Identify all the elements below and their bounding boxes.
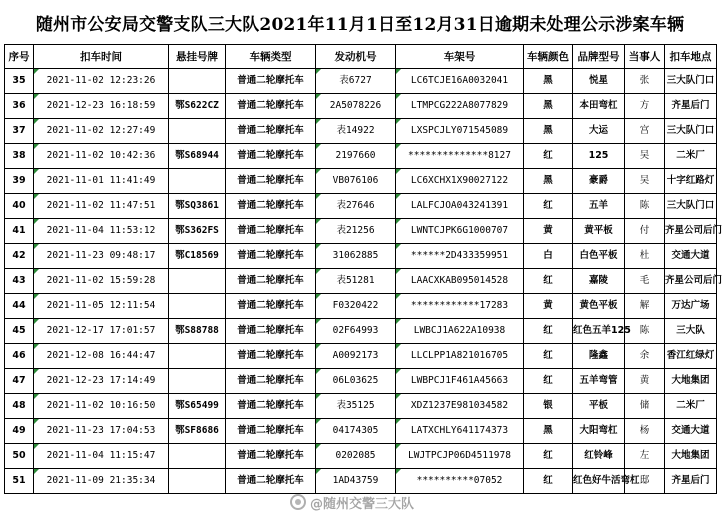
cell-vehicle-type: 普通二轮摩托车: [226, 69, 316, 94]
cell-frame-no: LWBCJ1A622A10938: [396, 319, 524, 344]
cell-plate: 鄂C18569: [169, 244, 226, 269]
page-title: 随州市公安局交警支队三大队2021年11月1日至12月31日逾期未处理公示涉案车辆: [35, 14, 685, 35]
table-row: [5, 219, 717, 244]
cell-frame-no: ************17283: [396, 294, 524, 319]
cell-engine-no: 1AD43759: [316, 469, 396, 494]
cell-index: 44: [5, 294, 34, 319]
cell-color: 红: [524, 144, 573, 169]
cell-location: 齐星公司后门: [665, 219, 717, 244]
cell-vehicle-type: 普通二轮摩托车: [226, 444, 316, 469]
col-header-color: 车辆颜色: [524, 45, 573, 69]
cell-index: 50: [5, 444, 34, 469]
cell-color: 黄: [524, 294, 573, 319]
cell-engine-no: 表6727: [316, 69, 396, 94]
cell-brand: 隆鑫: [573, 344, 625, 369]
cell-brand: 红铃峰: [573, 444, 625, 469]
cell-party: 陈: [625, 319, 665, 344]
cell-brand: 125: [573, 144, 625, 169]
cell-vehicle-type: 普通二轮摩托车: [226, 244, 316, 269]
cell-plate: 鄂S68944: [169, 144, 226, 169]
cell-frame-no: LXSPCJLY071545089: [396, 119, 524, 144]
cell-index: 42: [5, 244, 34, 269]
cell-index: 51: [5, 469, 34, 494]
cell-index: 40: [5, 194, 34, 219]
cell-frame-no: LTMPCG222A8077829: [396, 94, 524, 119]
table-row: [5, 369, 717, 394]
cell-frame-no: **************8127: [396, 144, 524, 169]
watermark-text: @随州交警三大队: [310, 496, 415, 512]
watermark: [290, 491, 414, 513]
cell-engine-no: 31062885: [316, 244, 396, 269]
cell-vehicle-type: 普通二轮摩托车: [226, 169, 316, 194]
cell-brand: 黄平板: [573, 219, 625, 244]
cell-engine-no: 表27646: [316, 194, 396, 219]
cell-engine-no: 06L03625: [316, 369, 396, 394]
cell-plate: [169, 344, 226, 369]
cell-color: 黄: [524, 219, 573, 244]
cell-location: 十字红路灯: [665, 169, 717, 194]
cell-party: 付: [625, 219, 665, 244]
cell-seize-time: 2021-11-09 21:35:34: [34, 469, 169, 494]
cell-color: 红: [524, 194, 573, 219]
cell-seize-time: 2021-11-02 12:27:49: [34, 119, 169, 144]
cell-frame-no: LLCLPP1A821016705: [396, 344, 524, 369]
cell-color: 黑: [524, 94, 573, 119]
cell-seize-time: 2021-11-02 12:23:26: [34, 69, 169, 94]
table-row: [5, 469, 717, 494]
cell-plate: [169, 269, 226, 294]
cell-seize-time: 2021-11-04 11:53:12: [34, 219, 169, 244]
cell-frame-no: LWJTPCJP06D4511978: [396, 444, 524, 469]
cell-party: 左: [625, 444, 665, 469]
cell-index: 46: [5, 344, 34, 369]
cell-color: 红: [524, 444, 573, 469]
cell-party: 储: [625, 394, 665, 419]
cell-frame-no: LATXCHLY641174373: [396, 419, 524, 444]
cell-vehicle-type: 普通二轮摩托车: [226, 144, 316, 169]
col-header-plate: 悬挂号牌: [169, 45, 226, 69]
table-row: [5, 144, 717, 169]
cell-brand: 白色平板: [573, 244, 625, 269]
cell-location: 三大队门口: [665, 69, 717, 94]
cell-frame-no: ******2D433359951: [396, 244, 524, 269]
cell-brand: 大运: [573, 119, 625, 144]
cell-seize-time: 2021-11-02 15:59:28: [34, 269, 169, 294]
cell-plate: [169, 69, 226, 94]
col-header-location: 扣车地点: [665, 45, 717, 69]
cell-seize-time: 2021-12-17 17:01:57: [34, 319, 169, 344]
col-header-engine-no: 发动机号: [316, 45, 396, 69]
cell-seize-time: 2021-12-23 17:14:49: [34, 369, 169, 394]
cell-color: 红: [524, 319, 573, 344]
table-row: [5, 69, 717, 94]
cell-seize-time: 2021-11-02 10:42:36: [34, 144, 169, 169]
cell-party: 陈: [625, 194, 665, 219]
col-header-index: 序号: [5, 45, 34, 69]
cell-color: 白: [524, 244, 573, 269]
cell-seize-time: 2021-11-23 09:48:17: [34, 244, 169, 269]
cell-location: 二米厂: [665, 144, 717, 169]
cell-seize-time: 2021-12-23 16:18:59: [34, 94, 169, 119]
cell-plate: 鄂S88788: [169, 319, 226, 344]
cell-location: 大地集团: [665, 369, 717, 394]
cell-color: 红: [524, 469, 573, 494]
cell-engine-no: 2A5078226: [316, 94, 396, 119]
cell-plate: [169, 469, 226, 494]
cell-brand: 本田弯杠: [573, 94, 625, 119]
cell-engine-no: 表21256: [316, 219, 396, 244]
cell-frame-no: LWBPCJ1F461A45663: [396, 369, 524, 394]
cell-brand: 悦星: [573, 69, 625, 94]
cell-party: 宫: [625, 119, 665, 144]
cell-plate: 鄂SQ3861: [169, 194, 226, 219]
cell-location: 香江红绿灯: [665, 344, 717, 369]
cell-index: 39: [5, 169, 34, 194]
header-row: [5, 45, 717, 69]
col-header-brand: 品牌型号: [573, 45, 625, 69]
cell-vehicle-type: 普通二轮摩托车: [226, 94, 316, 119]
cell-brand: 豪爵: [573, 169, 625, 194]
cell-engine-no: 表51281: [316, 269, 396, 294]
table-row: [5, 119, 717, 144]
table-body: [5, 69, 722, 494]
cell-frame-no: **********07052: [396, 469, 524, 494]
cell-color: 黑: [524, 169, 573, 194]
table-row: [5, 294, 717, 319]
cell-location: 交通大道: [665, 419, 717, 444]
table-row: [5, 319, 717, 344]
cell-engine-no: 04174305: [316, 419, 396, 444]
cell-location: 齐星后门: [665, 469, 717, 494]
table-row: [5, 94, 717, 119]
cell-plate: [169, 119, 226, 144]
cell-party: 杨: [625, 419, 665, 444]
cell-plate: 鄂S65499: [169, 394, 226, 419]
cell-engine-no: 02F64993: [316, 319, 396, 344]
cell-location: 三大队: [665, 319, 717, 344]
cell-color: 红: [524, 344, 573, 369]
cell-plate: [169, 369, 226, 394]
table-row: [5, 244, 717, 269]
table-row: [5, 194, 717, 219]
cell-color: 银: [524, 394, 573, 419]
cell-brand: 平板: [573, 394, 625, 419]
cell-party: 毛: [625, 269, 665, 294]
cell-vehicle-type: 普通二轮摩托车: [226, 219, 316, 244]
table-row: [5, 394, 717, 419]
cell-seize-time: 2021-11-05 12:11:54: [34, 294, 169, 319]
cell-party: 邸: [625, 469, 665, 494]
cell-color: 黑: [524, 119, 573, 144]
table-row: [5, 344, 717, 369]
cell-vehicle-type: 普通二轮摩托车: [226, 394, 316, 419]
col-header-vehicle-type: 车辆类型: [226, 45, 316, 69]
cell-frame-no: LAACXKAB095014528: [396, 269, 524, 294]
cell-party: 余: [625, 344, 665, 369]
cell-brand: 红色好牛活弯杠: [573, 469, 625, 494]
cell-index: 35: [5, 69, 34, 94]
cell-location: 交通大道: [665, 244, 717, 269]
cell-frame-no: XDZ1237E981034582: [396, 394, 524, 419]
col-header-party: 当事人: [625, 45, 665, 69]
cell-engine-no: 表35125: [316, 394, 396, 419]
cell-seize-time: 2021-11-02 11:47:51: [34, 194, 169, 219]
cell-location: 二米厂: [665, 394, 717, 419]
vehicle-table: [4, 44, 722, 494]
cell-color: 红: [524, 269, 573, 294]
cell-vehicle-type: 普通二轮摩托车: [226, 319, 316, 344]
table-row: [5, 419, 717, 444]
cell-plate: [169, 169, 226, 194]
cell-index: 36: [5, 94, 34, 119]
cell-brand: 大阳弯杠: [573, 419, 625, 444]
cell-location: 大地集团: [665, 444, 717, 469]
cell-vehicle-type: 普通二轮摩托车: [226, 369, 316, 394]
table-row: [5, 169, 717, 194]
cell-engine-no: VB076106: [316, 169, 396, 194]
cell-index: 48: [5, 394, 34, 419]
cell-brand: 黄色平板: [573, 294, 625, 319]
cell-index: 47: [5, 369, 34, 394]
cell-index: 37: [5, 119, 34, 144]
cell-location: 三大队门口: [665, 194, 717, 219]
cell-plate: 鄂S622CZ: [169, 94, 226, 119]
cell-vehicle-type: 普通二轮摩托车: [226, 294, 316, 319]
cell-engine-no: 0202085: [316, 444, 396, 469]
cell-seize-time: 2021-11-23 17:04:53: [34, 419, 169, 444]
cell-color: 黑: [524, 419, 573, 444]
cell-party: 吴: [625, 144, 665, 169]
cell-vehicle-type: 普通二轮摩托车: [226, 344, 316, 369]
weibo-icon: [290, 494, 306, 510]
col-header-seize-time: 扣车时间: [34, 45, 169, 69]
cell-seize-time: 2021-12-08 16:44:47: [34, 344, 169, 369]
cell-location: 三大队门口: [665, 119, 717, 144]
cell-index: 45: [5, 319, 34, 344]
cell-location: 万达广场: [665, 294, 717, 319]
cell-location: 齐星后门: [665, 94, 717, 119]
cell-seize-time: 2021-11-02 10:16:50: [34, 394, 169, 419]
cell-party: 张: [625, 69, 665, 94]
cell-frame-no: LALFCJOA043241391: [396, 194, 524, 219]
cell-plate: 鄂S362FS: [169, 219, 226, 244]
cell-index: 41: [5, 219, 34, 244]
cell-vehicle-type: 普通二轮摩托车: [226, 119, 316, 144]
cell-engine-no: 2197660: [316, 144, 396, 169]
col-header-frame-no: 车架号: [396, 45, 524, 69]
cell-brand: 红色五羊125: [573, 319, 625, 344]
cell-location: 齐星公司后门: [665, 269, 717, 294]
cell-frame-no: LC6TCJE16A0032041: [396, 69, 524, 94]
cell-seize-time: 2021-11-04 11:15:47: [34, 444, 169, 469]
cell-brand: 五羊弯管: [573, 369, 625, 394]
cell-seize-time: 2021-11-01 11:41:49: [34, 169, 169, 194]
cell-plate: [169, 444, 226, 469]
table-row: [5, 269, 717, 294]
cell-index: 38: [5, 144, 34, 169]
cell-vehicle-type: 普通二轮摩托车: [226, 194, 316, 219]
cell-plate: 鄂SF8686: [169, 419, 226, 444]
cell-engine-no: A0092173: [316, 344, 396, 369]
cell-engine-no: 表14922: [316, 119, 396, 144]
cell-vehicle-type: 普通二轮摩托车: [226, 469, 316, 494]
cell-color: 红: [524, 369, 573, 394]
cell-frame-no: LWNTCJPK6G1000707: [396, 219, 524, 244]
cell-brand: 嘉陵: [573, 269, 625, 294]
cell-vehicle-type: 普通二轮摩托车: [226, 419, 316, 444]
cell-vehicle-type: 普通二轮摩托车: [226, 269, 316, 294]
cell-engine-no: F0320422: [316, 294, 396, 319]
cell-party: 解: [625, 294, 665, 319]
cell-index: 43: [5, 269, 34, 294]
cell-brand: 五羊: [573, 194, 625, 219]
cell-party: 杜: [625, 244, 665, 269]
cell-party: 黄: [625, 369, 665, 394]
table-row: [5, 444, 717, 469]
cell-party: 吴: [625, 169, 665, 194]
cell-frame-no: LC6XCHX1X90027122: [396, 169, 524, 194]
cell-plate: [169, 294, 226, 319]
cell-party: 方: [625, 94, 665, 119]
cell-color: 黑: [524, 69, 573, 94]
cell-index: 49: [5, 419, 34, 444]
